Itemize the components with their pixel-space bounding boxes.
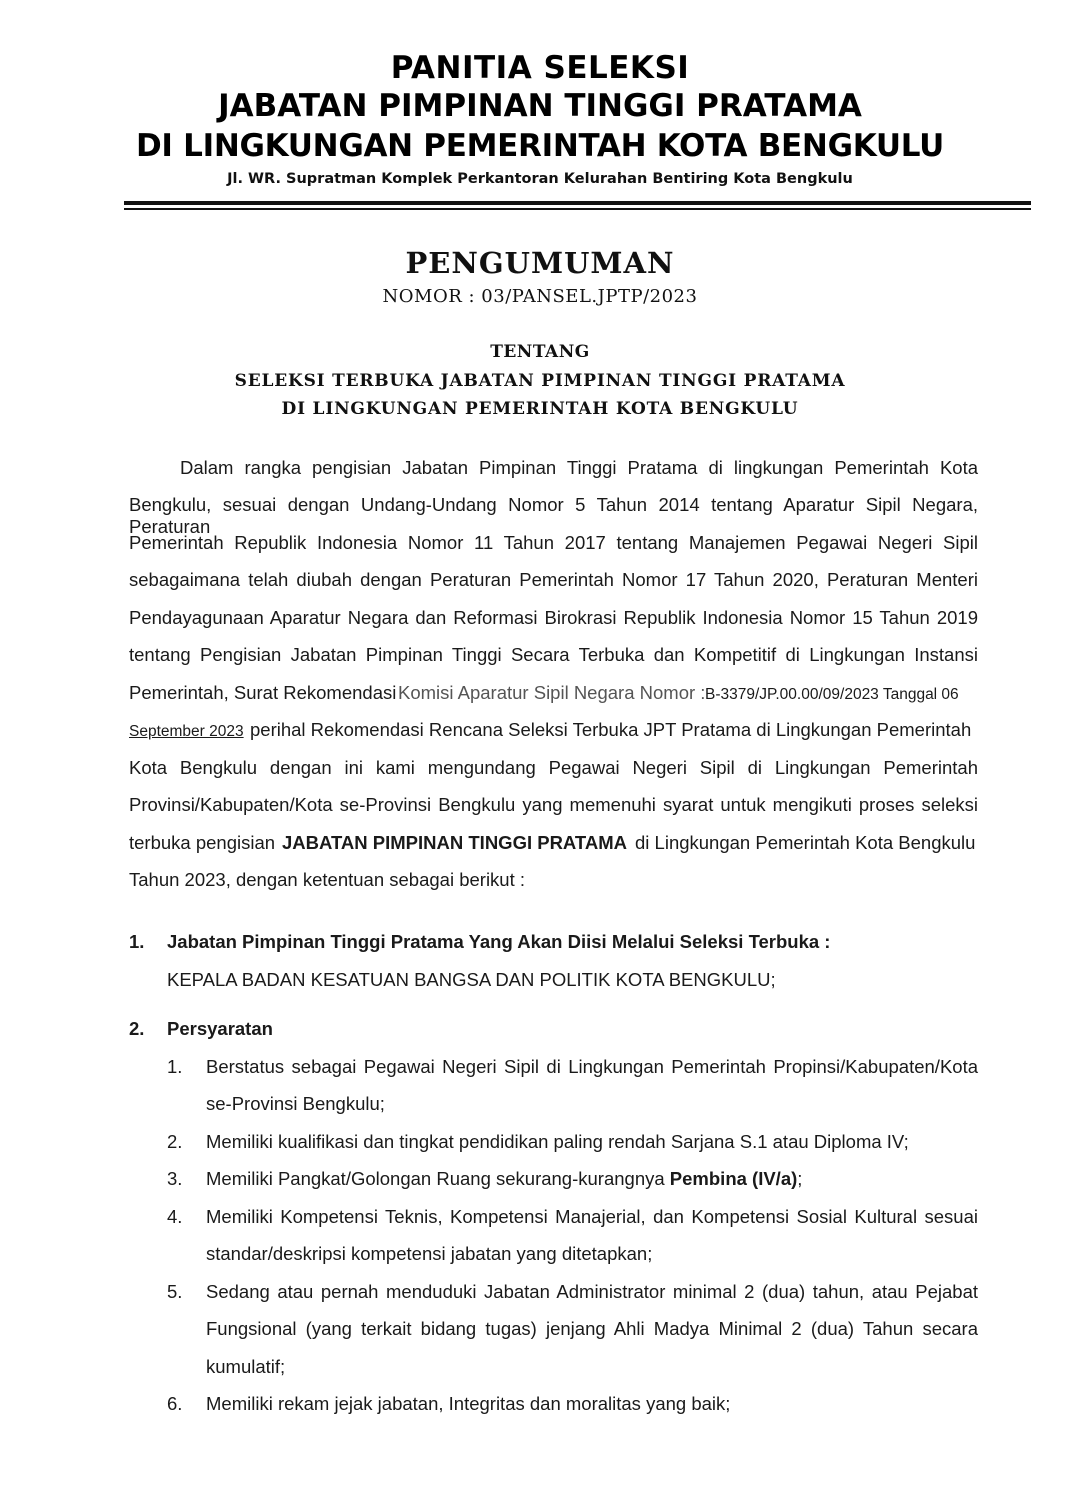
requirement-number: 6. — [167, 1393, 183, 1414]
intro-line: perihal Rekomendasi Rencana Seleksi Terbuka JPT Pratama di Lingkungan Pemerintah — [250, 719, 972, 740]
intro-position-emphasis: JABATAN PIMPINAN TINGGI PRATAMA — [282, 832, 627, 853]
intro-line: Pendayagunaan Aparatur Negara dan Reformasi Birokrasi Republik Indonesia Nomor 15 Tahun 2019 — [129, 607, 978, 628]
requirement-text: standar/deskripsi kompetensi jabatan yang ditetapkan; — [206, 1243, 653, 1264]
section-1-position: KEPALA BADAN KESATUAN BANGSA DAN POLITIK KOTA BENGKULU; — [167, 969, 776, 990]
requirement-text: se-Provinsi Bengkulu; — [206, 1093, 385, 1114]
requirement-number: 4. — [167, 1206, 183, 1227]
intro-line: terbuka pengisian — [129, 832, 276, 853]
requirement-number: 1. — [167, 1056, 183, 1077]
requirement-text: Berstatus sebagai Pegawai Negeri Sipil di Lingkungan Pemerintah Propinsi/Kabupaten/Kota — [206, 1056, 978, 1077]
intro-letter-number: B-3379/JP.00.00/09/2023 Tanggal 06 — [705, 686, 959, 703]
intro-line: Provinsi/Kabupaten/Kota se-Provinsi Bengkulu yang memenuhi syarat untuk mengikuti proses seleksi — [129, 794, 978, 815]
requirement-text: Memiliki rekam jejak jabatan, Integritas dan moralitas yang baik; — [206, 1393, 731, 1414]
letterhead-divider-thick — [124, 201, 1031, 205]
letterhead-line-2: JABATAN PIMPINAN TINGGI PRATAMA — [218, 88, 862, 124]
requirement-text: Fungsional (yang terkait bidang tugas) jenjang Ahli Madya Minimal 2 (dua) Tahun secara — [206, 1318, 978, 1339]
letterhead-line-1: PANITIA SELEKSI — [390, 50, 690, 86]
requirement-item-3 — [206, 1168, 802, 1190]
subject-line-2: DI LINGKUNGAN PEMERINTAH KOTA BENGKULU — [281, 399, 799, 419]
requirement-text: Memiliki kualifikasi dan tingkat pendidikan paling rendah Sarjana S.1 atau Diploma IV; — [206, 1131, 909, 1152]
intro-line: Dalam rangka pengisian Jabatan Pimpinan Tinggi Pratama di lingkungan Pemerintah Kota — [180, 457, 978, 478]
section-2-number: 2. — [129, 1018, 145, 1039]
intro-line: Tahun 2023, dengan ketentuan sebagai berikut : — [129, 869, 526, 890]
requirement-number: 2. — [167, 1131, 183, 1152]
requirement-text: Sedang atau pernah menduduki Jabatan Administrator minimal 2 (dua) tahun, atau Pejabat — [206, 1281, 978, 1302]
intro-line: Pemerintah Republik Indonesia Nomor 11 Tahun 2017 tentang Manajemen Pegawai Negeri Sipil — [129, 532, 978, 553]
requirement-rank-emphasis: Pembina (IV/a) — [669, 1168, 798, 1189]
subject-label: TENTANG — [490, 342, 590, 362]
requirement-text: Memiliki Pangkat/Golongan Ruang sekurang-kurangnya — [206, 1168, 665, 1189]
document-number: NOMOR : 03/PANSEL.JPTP/2023 — [382, 286, 698, 307]
intro-line: di Lingkungan Pemerintah Kota Bengkulu — [635, 832, 976, 853]
letterhead-address: Jl. WR. Supratman Komplek Perkantoran Kelurahan Bentiring Kota Bengkulu — [227, 171, 853, 187]
section-1-title: Jabatan Pimpinan Tinggi Pratama Yang Akan Diisi Melalui Seleksi Terbuka : — [167, 931, 831, 952]
letterhead-line-3: DI LINGKUNGAN PEMERINTAH KOTA BENGKULU — [135, 128, 944, 164]
intro-commission-reference: Komisi Aparatur Sipil Negara Nomor : — [398, 682, 706, 703]
requirement-text: Memiliki Kompetensi Teknis, Kompetensi Manajerial, dan Kompetensi Sosial Kultural sesuai — [206, 1206, 978, 1227]
intro-date: September 2023 — [129, 723, 244, 740]
intro-line: Kota Bengkulu dengan ini kami mengundang Pegawai Negeri Sipil di Lingkungan Pemerintah — [129, 757, 978, 778]
subject-line-1: SELEKSI TERBUKA JABATAN PIMPINAN TINGGI PRATAMA — [234, 371, 846, 391]
section-2-title: Persyaratan — [167, 1018, 273, 1039]
document-title: PENGUMUMAN — [405, 246, 675, 280]
letterhead-divider-thin — [124, 208, 1031, 210]
intro-line: sebagaimana telah diubah dengan Peraturan Pemerintah Nomor 17 Tahun 2020, Peraturan Menteri — [129, 569, 978, 590]
intro-line: Bengkulu, sesuai dengan Undang-Undang Nomor 5 Tahun 2014 tentang Aparatur Sipil Negara, Peraturan — [129, 494, 978, 537]
requirement-text-end: ; — [797, 1168, 803, 1189]
requirement-number: 3. — [167, 1168, 183, 1189]
section-1-number: 1. — [129, 931, 145, 952]
requirement-text: kumulatif; — [206, 1356, 286, 1377]
requirement-number: 5. — [167, 1281, 183, 1302]
intro-line: tentang Pengisian Jabatan Pimpinan Tinggi Secara Terbuka dan Kompetitif di Lingkungan Instansi — [129, 644, 978, 665]
intro-line: Pemerintah, Surat Rekomendasi — [129, 682, 397, 703]
